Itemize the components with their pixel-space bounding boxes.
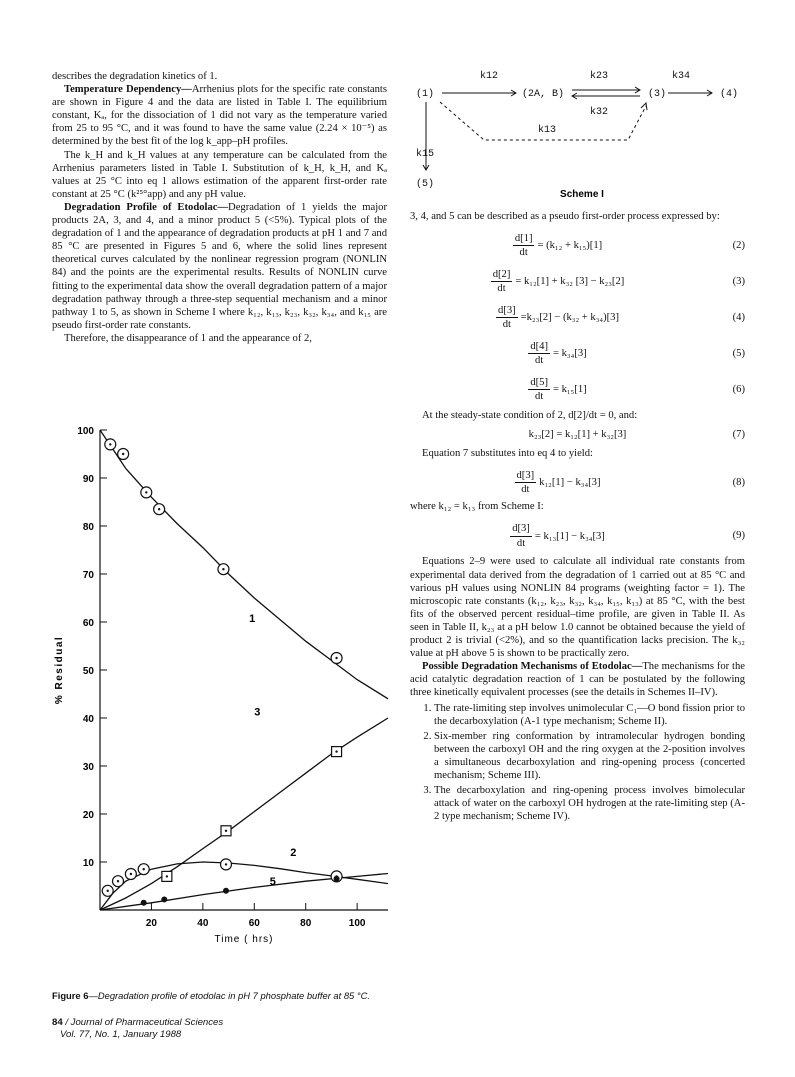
equation-9 [410, 517, 745, 549]
node-4: (4) [720, 89, 739, 100]
right-text-column [410, 210, 745, 825]
series-3-point-center [166, 875, 168, 877]
paragraph-text: The mechanisms for the acid catalytic degradation reaction of 1 can be postulated by the following three kinetically equivalent processes (see the details in Schemes II–IV). [410, 661, 745, 699]
series-3-point-center [225, 830, 227, 832]
series-1-point-center [145, 491, 147, 493]
eq-numerator: d[3] [515, 469, 537, 483]
series-5-point [334, 876, 340, 882]
y-axis-label: % Residual [54, 635, 65, 705]
series-5-point [141, 900, 147, 906]
eq-numerator: d[3] [496, 304, 518, 318]
eq-number: (4) [732, 312, 745, 324]
equation-6 [410, 371, 745, 403]
eq-denominator: dt [502, 319, 511, 331]
eq-rhs: = (k₁₂ + k₁₅)[1] [537, 240, 603, 252]
node-3: (3) [648, 89, 667, 100]
y-tick-label: 60 [82, 618, 94, 629]
node-5: (5) [416, 179, 435, 190]
paragraph: describes the degradation kinetics of 1. [52, 71, 218, 82]
paragraph: Therefore, the disappearance of 1 and the appearance of 2, [64, 332, 312, 344]
series-1-point-center [122, 453, 124, 455]
figure-6-chart [48, 408, 393, 973]
eq-denominator: dt [535, 355, 544, 367]
eq-rhs: k₁₂[1] − k₃₄[3] [539, 477, 601, 489]
series-3-label: 3 [254, 706, 261, 719]
y-tick-label: 70 [82, 570, 94, 581]
eq-rhs: = k₁₅[1] [552, 384, 587, 396]
series-1-curve [100, 430, 388, 699]
series-2-label: 2 [290, 847, 297, 860]
paragraph: The k_H and k_H values at any temperature can be calculated from the Arrhenius parameters listed in Table I. Substitution of k_H, k_H, and Kₐ values at 25 °C into eq 1 allows estimation of the apparent first-order rate constant at 25 °C (k²⁵°app) and any pH value. [52, 149, 387, 200]
list-item: 2. Six-member ring conformation by intramolecular hydrogen bonding between the carboxyl OH and the ring oxygen at the 2-position involves a simultaneous decarboxylation and ring-opening process (concerted mechanism; Scheme III). [434, 730, 745, 782]
list-item: 1. The rate-limiting step involves unimolecular C₁—O bond fission prior to the decarboxylation (A-1 type mechanism; Scheme II). [434, 702, 745, 728]
left-text-column [52, 70, 387, 345]
series-5-label: 5 [269, 876, 276, 889]
eq-rhs: = k₁₃[1] − k₃₄[3] [534, 530, 605, 542]
eq-denominator: dt [497, 283, 506, 295]
eq-denominator: dt [535, 391, 544, 403]
paragraph [52, 201, 387, 332]
equation-4 [410, 299, 745, 331]
eq-number: (9) [732, 530, 745, 542]
series-2-point-center [130, 873, 132, 875]
paragraph: At the steady-state condition of 2, d[2]/dt = 0, and: [422, 410, 638, 422]
paragraph: 3, 4, and 5 can be described as a pseudo first-order process expressed by: [410, 211, 720, 222]
figure-caption [52, 990, 392, 1002]
rate-k34: k34 [672, 71, 691, 82]
journal-name: / Journal of Pharmaceutical Sciences [62, 1017, 224, 1028]
rate-k12: k12 [480, 71, 499, 82]
eq-number: (3) [732, 276, 745, 288]
paragraph [410, 660, 745, 699]
chart-markers [102, 439, 342, 906]
mechanism-list [410, 702, 745, 824]
section-heading: Temperature Dependency— [64, 84, 192, 96]
eq-number: (8) [732, 477, 745, 489]
y-tick-label: 50 [82, 666, 94, 677]
series-2-point-center [225, 863, 227, 865]
x-tick-label: 20 [145, 918, 157, 929]
series-1-label: 1 [249, 613, 256, 625]
y-tick-label: 10 [82, 858, 94, 869]
series-2-point-center [117, 880, 119, 882]
y-tick-label: 40 [82, 714, 94, 725]
chart-axes [77, 426, 388, 929]
eq-rhs: = k₁₂[1] + k₃₂ [3] − k₂₃[2] [515, 276, 625, 288]
paragraph: where k₁₂ = k₁₃ from Scheme I: [410, 501, 544, 513]
eq-number: (5) [732, 348, 745, 360]
eq-numerator: d[5] [528, 376, 550, 390]
paragraph [52, 83, 387, 148]
caption-label: Figure 6 [52, 990, 89, 1001]
y-tick-label: 80 [82, 522, 94, 533]
y-tick-label: 20 [82, 810, 94, 821]
page-footer [52, 1017, 223, 1040]
x-tick-label: 60 [248, 918, 260, 929]
paragraph: Equation 7 substitutes into eq 4 to yield: [422, 448, 593, 460]
x-tick-label: 40 [197, 918, 209, 929]
chart-curves [100, 430, 388, 910]
x-tick-label: 80 [300, 918, 312, 929]
eq-rhs: =k₂₃[2] − (k₃₂ + k₃₄)[3] [520, 312, 619, 324]
eq-numerator: d[3] [510, 522, 532, 536]
equation-2 [410, 227, 745, 259]
scheme-diagram [410, 62, 750, 202]
eq-number: (6) [732, 384, 745, 396]
section-heading: Degradation Profile of Etodolac— [64, 201, 229, 213]
series-1-point-center [109, 443, 111, 445]
x-axis-label: Time ( hrs) [214, 934, 274, 945]
eq-number: (2) [732, 240, 745, 252]
rate-k32: k32 [590, 107, 609, 118]
paragraph: Equations 2–9 were used to calculate all individual rate constants from experimental data derived from the degradation of 1 carried out at 85 °C and various pH values using NONLIN 84 programs (weighting factor = 1). The microscopic rate constants (k₁₂, k₂₃, k₃₂, k₃₄, k₁₅, k₁₃) at 85 °C, with the best fits of the observed percent residual–time profile, are given in Table II. As seen in Table II, k₂₃ at a pH below 1.0 cannot be obtained because the yield of product 2 is trivial (<2%), and so the quantification lacks precision. The k₃₂ value at pH above 5 is shown to be practically zero. [410, 556, 745, 660]
series-3-curve [100, 718, 388, 910]
series-3-point-center [335, 750, 337, 752]
arrowhead [641, 103, 647, 110]
chart-labels [54, 613, 296, 945]
page-number: 84 [52, 1017, 63, 1028]
eq-numerator: d[1] [513, 232, 535, 246]
equation-7 [410, 428, 745, 441]
eq-denominator: dt [516, 537, 526, 549]
series-5-point [161, 896, 167, 902]
journal-volume: Vol. 77, No. 1, January 1988 [60, 1028, 182, 1040]
eq-number: (7) [732, 429, 745, 441]
eq-denominator: dt [519, 247, 528, 259]
node-2: (2A, B) [522, 89, 565, 100]
paragraph-text: Arrhenius plots for the specific rate constants are shown in Figure 4 and the data are listed in Table I. The equilibrium constant, Kₐ, for the dissociation of 1 did not vary as the temperature varied from 25 to 95 °C, and it was found to have the same value (2.24 × 10⁻⁵) as determined by the best fit of the log k_app–pH profiles. [52, 84, 387, 148]
series-1-point-center [222, 568, 224, 570]
paragraph-text: Degradation of 1 yields the major products 2A, 3, and 4, and a minor product 5 (<5%). Typical plots of the degradation of 1 and the appearance of degradation products at pH 1 and 7 and 85 °C are presented in Figures 5 and 6, where the solid lines represent theoretical curves calculated by the nonlinear regression program (NONLIN 84) and the points are the experimental results. Results of NONLIN curve fitting to the experimental data show the overall degradation pattern of a major degradation pathway through a three-step sequential mechanism and a minor pathway 1 to 5, as shown in Scheme I where k₁₂, k₁₃, k₂₃, k₃₂, k₃₄, and k₁₅ are pseudo first-order rate constants. [52, 201, 387, 331]
eq-numerator: d[2] [491, 268, 513, 282]
series-2-point-center [143, 868, 145, 870]
series-1-point-center [158, 508, 160, 510]
series-1-point-center [335, 657, 337, 659]
rate-k15: k15 [416, 149, 435, 160]
eq-body: k₂₃[2] = k₁₂[1] + k₃₂[3] [528, 429, 627, 441]
eq-denominator: dt [521, 484, 530, 496]
equation-8 [410, 464, 745, 496]
node-1: (1) [416, 89, 435, 100]
eq-numerator: d[4] [528, 340, 550, 354]
equation-5 [410, 335, 745, 367]
series-5-point [223, 888, 229, 894]
series-2-point-center [107, 890, 109, 892]
caption-text: —Degradation profile of etodolac in pH 7 phosphate buffer at 85 °C. [88, 990, 370, 1001]
y-tick-label: 90 [82, 474, 94, 485]
x-tick-label: 100 [348, 918, 366, 929]
rate-k23: k23 [590, 71, 609, 82]
list-item: 3. The decarboxylation and ring-opening process involves bimolecular attack of water on the carboxyl OH hydrogen at the rate-limiting step (A-2 type mechanism; Scheme IV). [434, 784, 745, 823]
eq-rhs: = k₃₄[3] [552, 348, 587, 360]
rate-k13: k13 [538, 125, 557, 136]
y-tick-label: 100 [77, 426, 94, 437]
section-heading: Possible Degradation Mechanisms of Etodolac— [422, 661, 643, 673]
y-tick-label: 30 [82, 762, 94, 773]
equation-3 [410, 263, 745, 295]
scheme-label: Scheme I [560, 189, 604, 200]
